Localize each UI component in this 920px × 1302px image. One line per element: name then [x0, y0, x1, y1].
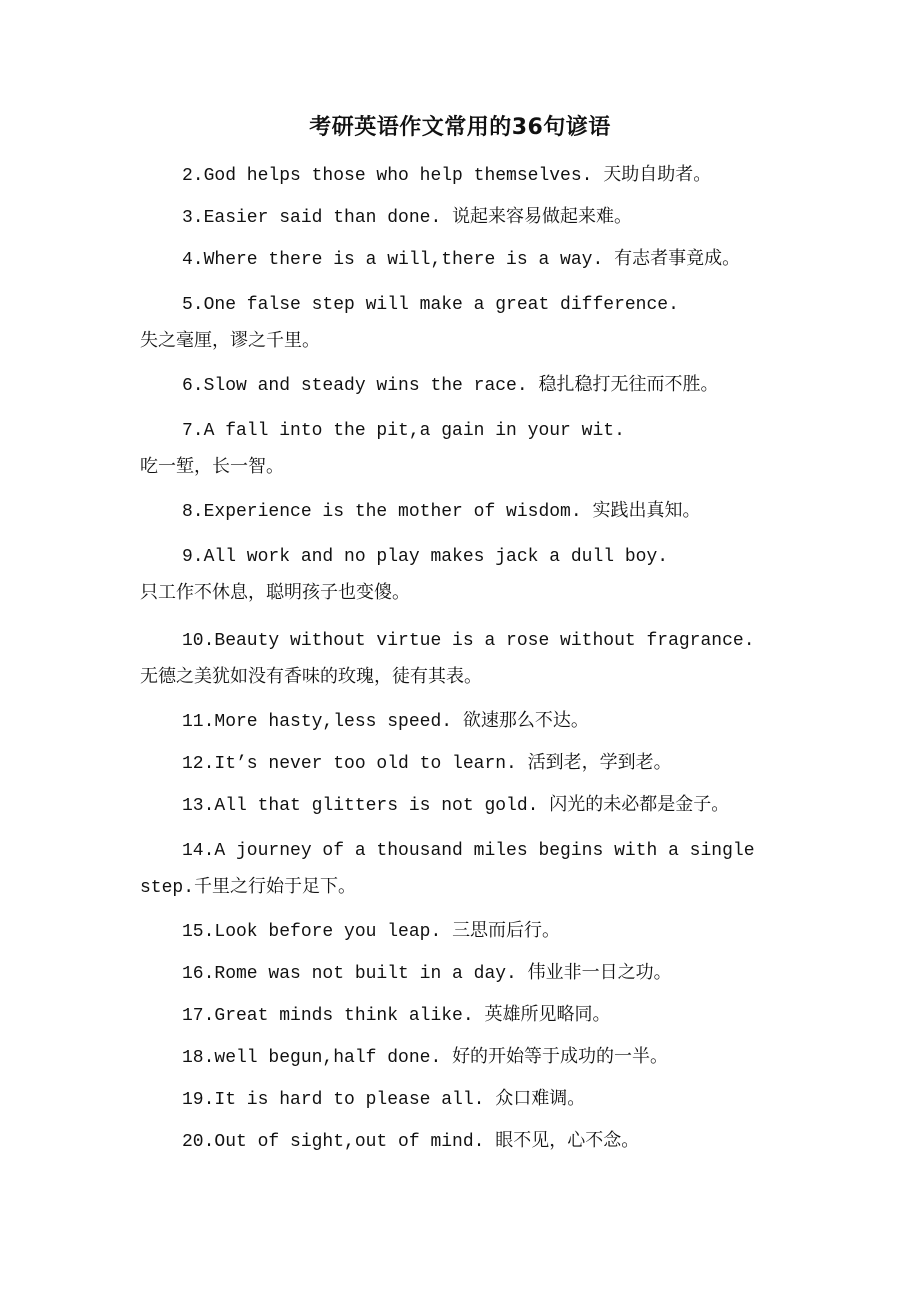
proverb-english: 19.It is hard to please all.: [182, 1090, 485, 1110]
proverb-entry-14: [140, 828, 780, 912]
proverb-entry-12: [140, 744, 780, 786]
proverb-english: 13.All that glitters is not gold.: [182, 796, 539, 816]
proverb-chinese: 好的开始等于成功的一半。: [452, 1046, 669, 1067]
proverb-entry-19: [140, 1080, 780, 1122]
proverb-english: 14.A journey of a thousand miles begins with a single: [182, 841, 755, 861]
proverb-english: 4.Where there is a will,there is a way.: [182, 250, 604, 270]
proverb-english: 10.Beauty without virtue is a rose without fragrance.: [182, 631, 755, 651]
proverb-english: 5.One false step will make a great difference.: [182, 295, 679, 315]
proverb-english: 9.All work and no play makes jack a dull boy.: [182, 547, 669, 567]
proverb-entry-18: [140, 1038, 780, 1080]
proverb-chinese: 失之毫厘，谬之千里。: [140, 330, 320, 351]
proverb-english: 17.Great minds think alike.: [182, 1006, 474, 1026]
proverb-english: 2.God helps those who help themselves.: [182, 166, 593, 186]
proverb-entry-6: [140, 366, 780, 408]
proverb-english: 7.A fall into the pit,a gain in your wit.: [182, 421, 625, 441]
proverb-entry-13: [140, 786, 780, 828]
proverb-english: 20.Out of sight,out of mind.: [182, 1132, 485, 1152]
proverb-english: 3.Easier said than done.: [182, 208, 442, 228]
proverb-chinese: 活到老，学到老。: [527, 752, 672, 773]
proverb-english: 18.well begun,half done.: [182, 1048, 442, 1068]
proverb-english: 8.Experience is the mother of wisdom.: [182, 502, 582, 522]
proverb-chinese: 实践出真知。: [592, 500, 701, 521]
proverb-english: 15.Look before you leap.: [182, 922, 442, 942]
proverb-entry-10: [140, 618, 780, 702]
proverb-chinese: 三思而后行。: [452, 920, 561, 941]
proverb-chinese: 稳扎稳打无往而不胜。: [538, 374, 719, 395]
proverb-chinese: 闪光的未必都是金子。: [549, 794, 730, 815]
proverb-entry-16: [140, 954, 780, 996]
proverb-english: 11.More hasty,less speed.: [182, 712, 453, 732]
proverb-chinese: 伟业非一日之功。: [527, 962, 672, 983]
proverb-chinese: 吃一堑，长一智。: [140, 456, 284, 477]
proverb-entry-7: [140, 408, 780, 492]
proverb-chinese: 无德之美犹如没有香味的玫瑰，徒有其表。: [140, 666, 482, 687]
proverb-chinese: 千里之行始于足下。: [194, 876, 357, 897]
proverb-english: 6.Slow and steady wins the race.: [182, 376, 528, 396]
proverb-entry-11: [140, 702, 780, 744]
proverb-entry-15: [140, 912, 780, 954]
proverb-chinese: 说起来容易做起来难。: [452, 206, 633, 227]
proverb-chinese: 欲速那么不达。: [462, 710, 589, 731]
proverb-english: 16.Rome was not built in a day.: [182, 964, 517, 984]
proverb-chinese: 天助自助者。: [603, 164, 712, 185]
proverb-entry-3: [140, 198, 780, 240]
proverb-entry-20: [140, 1122, 780, 1164]
proverb-english: 12.It’s never too old to learn.: [182, 754, 517, 774]
proverb-english-continued: step.: [140, 878, 195, 898]
proverb-entry-5: [140, 282, 780, 366]
proverb-entry-17: [140, 996, 780, 1038]
proverb-chinese: 只工作不休息，聪明孩子也变傻。: [140, 582, 410, 603]
document-title: 考研英语作文常用的36句谚语: [309, 115, 611, 140]
proverb-list: [140, 156, 780, 1164]
proverb-chinese: 众口难调。: [495, 1088, 586, 1109]
proverb-chinese: 英雄所见略同。: [484, 1004, 611, 1025]
proverb-entry-2: [140, 156, 780, 198]
proverb-chinese: 眼不见，心不念。: [495, 1130, 640, 1151]
proverb-chinese: 有志者事竟成。: [614, 248, 741, 269]
proverb-entry-4: [140, 240, 780, 282]
proverb-entry-9: [140, 534, 780, 618]
proverb-entry-8: [140, 492, 780, 534]
